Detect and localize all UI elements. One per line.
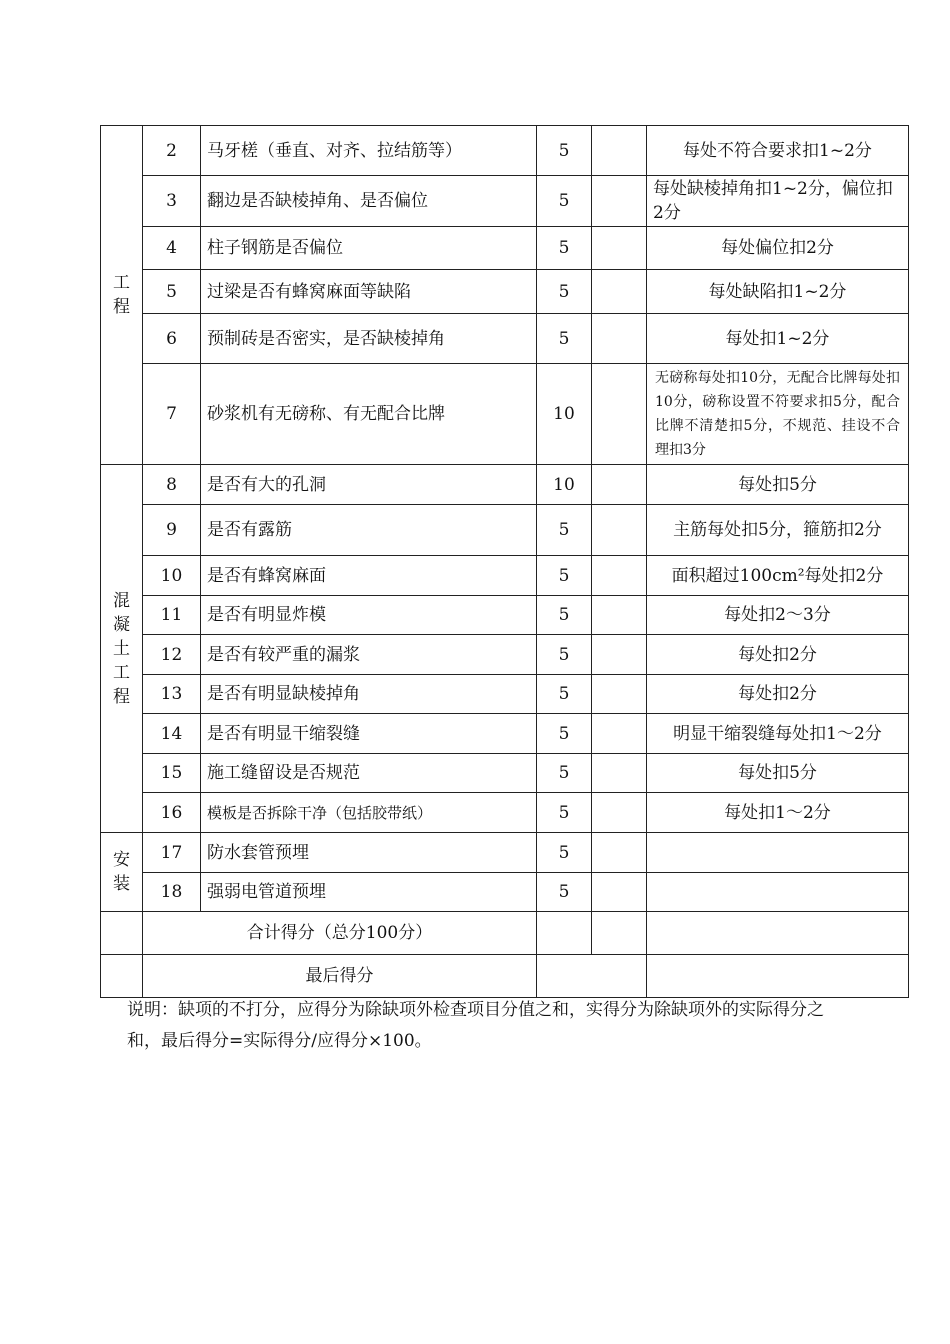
actual-score-cell: [592, 227, 647, 270]
item-number: 3: [143, 176, 201, 227]
table-row: [101, 314, 909, 364]
item-description: 过梁是否有蜂窝麻面等缺陷: [201, 270, 537, 314]
deduction-criteria: 每处扣2～3分: [647, 596, 909, 635]
final-row: [101, 955, 909, 998]
category-label: 混凝土工程: [113, 590, 130, 707]
actual-score-cell: [592, 126, 647, 176]
item-description: 是否有较严重的漏浆: [201, 635, 537, 675]
actual-score-cell: [592, 465, 647, 505]
item-score: 5: [537, 873, 592, 912]
item-description: 柱子钢筋是否偏位: [201, 227, 537, 270]
total-actual-cell: [592, 912, 647, 955]
item-description: 防水套管预埋: [201, 833, 537, 873]
table-row: [101, 556, 909, 596]
item-number: 17: [143, 833, 201, 873]
deduction-criteria: 主筋每处扣5分，箍筋扣2分: [647, 505, 909, 556]
table-row: [101, 227, 909, 270]
item-score: 5: [537, 635, 592, 675]
item-description: 是否有明显缺棱掉角: [201, 675, 537, 714]
item-number: 9: [143, 505, 201, 556]
table-row: [101, 714, 909, 754]
deduction-criteria: 每处扣1~2分: [647, 314, 909, 364]
item-score: 5: [537, 675, 592, 714]
actual-score-cell: [592, 505, 647, 556]
item-number: 4: [143, 227, 201, 270]
actual-score-cell: [592, 270, 647, 314]
table-row: [101, 873, 909, 912]
item-score: 5: [537, 833, 592, 873]
inspection-table: [100, 125, 909, 998]
deduction-criteria: 每处缺棱掉角扣1~2分，偏位扣2分: [647, 176, 909, 227]
item-number: 16: [143, 793, 201, 833]
actual-score-cell: [592, 364, 647, 465]
final-score-label: 最后得分: [143, 955, 537, 998]
item-description: 是否有露筋: [201, 505, 537, 556]
item-score: 5: [537, 793, 592, 833]
table-row: [101, 635, 909, 675]
deduction-criteria: 每处扣1～2分: [647, 793, 909, 833]
category-label: 工程: [113, 273, 130, 317]
actual-score-cell: [592, 754, 647, 793]
actual-score-cell: [592, 556, 647, 596]
actual-score-cell: [592, 793, 647, 833]
actual-score-cell: [592, 635, 647, 675]
category-cell: [101, 465, 143, 833]
item-score: 5: [537, 714, 592, 754]
item-number: 7: [143, 364, 201, 465]
item-number: 18: [143, 873, 201, 912]
deduction-criteria: [647, 833, 909, 873]
deduction-criteria: 每处扣2分: [647, 675, 909, 714]
table-row: [101, 176, 909, 227]
item-description: 是否有蜂窝麻面: [201, 556, 537, 596]
item-description: 是否有明显炸模: [201, 596, 537, 635]
item-number: 8: [143, 465, 201, 505]
actual-score-cell: [592, 714, 647, 754]
item-number: 10: [143, 556, 201, 596]
item-description: 是否有明显干缩裂缝: [201, 714, 537, 754]
item-score: 10: [537, 364, 592, 465]
item-score: 5: [537, 176, 592, 227]
table-row: [101, 754, 909, 793]
deduction-criteria: 面积超过100cm²每处扣2分: [647, 556, 909, 596]
item-description: 翻边是否缺棱掉角、是否偏位: [201, 176, 537, 227]
deduction-criteria: 每处偏位扣2分: [647, 227, 909, 270]
table-row: [101, 465, 909, 505]
item-number: 13: [143, 675, 201, 714]
item-description: 施工缝留设是否规范: [201, 754, 537, 793]
total-score-label: 合计得分（总分100分）: [143, 912, 537, 955]
total-row: [101, 912, 909, 955]
deduction-criteria: 每处扣5分: [647, 754, 909, 793]
item-score: 5: [537, 270, 592, 314]
actual-score-cell: [592, 675, 647, 714]
deduction-criteria: 每处扣5分: [647, 465, 909, 505]
item-description: 模板是否拆除干净（包括胶带纸）: [201, 793, 537, 833]
item-number: 2: [143, 126, 201, 176]
item-description: 预制砖是否密实，是否缺棱掉角: [201, 314, 537, 364]
deduction-criteria: 每处不符合要求扣1~2分: [647, 126, 909, 176]
empty-cell: [101, 955, 143, 998]
item-number: 15: [143, 754, 201, 793]
category-cell: [101, 126, 143, 465]
item-score: 5: [537, 596, 592, 635]
deduction-criteria: 每处扣2分: [647, 635, 909, 675]
deduction-criteria: 明显干缩裂缝每处扣1～2分: [647, 714, 909, 754]
deduction-criteria: 每处缺陷扣1~2分: [647, 270, 909, 314]
table-row: [101, 793, 909, 833]
item-number: 14: [143, 714, 201, 754]
actual-score-cell: [592, 833, 647, 873]
item-score: 5: [537, 314, 592, 364]
item-score: 5: [537, 556, 592, 596]
table-row: [101, 505, 909, 556]
item-number: 5: [143, 270, 201, 314]
deduction-criteria: [647, 873, 909, 912]
actual-score-cell: [592, 873, 647, 912]
category-label: 安装: [113, 850, 130, 894]
table-row: [101, 833, 909, 873]
deduction-criteria: 无磅称每处扣10分，无配合比牌每处扣10分，磅称设置不符要求扣5分，配合比牌不清楚扣5分，不规范、挂设不合理扣3分: [647, 364, 909, 465]
item-description: 马牙槎（垂直、对齐、拉结筋等）: [201, 126, 537, 176]
final-score-cell: [537, 955, 647, 998]
total-extra-cell: [647, 912, 909, 955]
final-extra-cell: [647, 955, 909, 998]
explanation-note: 说明：缺项的不打分，应得分为除缺项外检查项目分值之和，实得分为除缺项外的实际得分之和，最后得分=实际得分/应得分×100。: [127, 1000, 824, 1051]
table-row: [101, 126, 909, 176]
item-score: 5: [537, 126, 592, 176]
item-description: 强弱电管道预埋: [201, 873, 537, 912]
table-row: [101, 596, 909, 635]
table-row: [101, 364, 909, 465]
category-cell: [101, 833, 143, 912]
actual-score-cell: [592, 176, 647, 227]
total-expected-cell: [537, 912, 592, 955]
item-description: 是否有大的孔洞: [201, 465, 537, 505]
table-row: [101, 675, 909, 714]
item-score: 5: [537, 227, 592, 270]
item-score: 5: [537, 505, 592, 556]
item-description: 砂浆机有无磅称、有无配合比牌: [201, 364, 537, 465]
item-score: 5: [537, 754, 592, 793]
actual-score-cell: [592, 314, 647, 364]
item-score: 10: [537, 465, 592, 505]
item-number: 11: [143, 596, 201, 635]
item-number: 6: [143, 314, 201, 364]
item-number: 12: [143, 635, 201, 675]
empty-cell: [101, 912, 143, 955]
table-row: [101, 270, 909, 314]
actual-score-cell: [592, 596, 647, 635]
